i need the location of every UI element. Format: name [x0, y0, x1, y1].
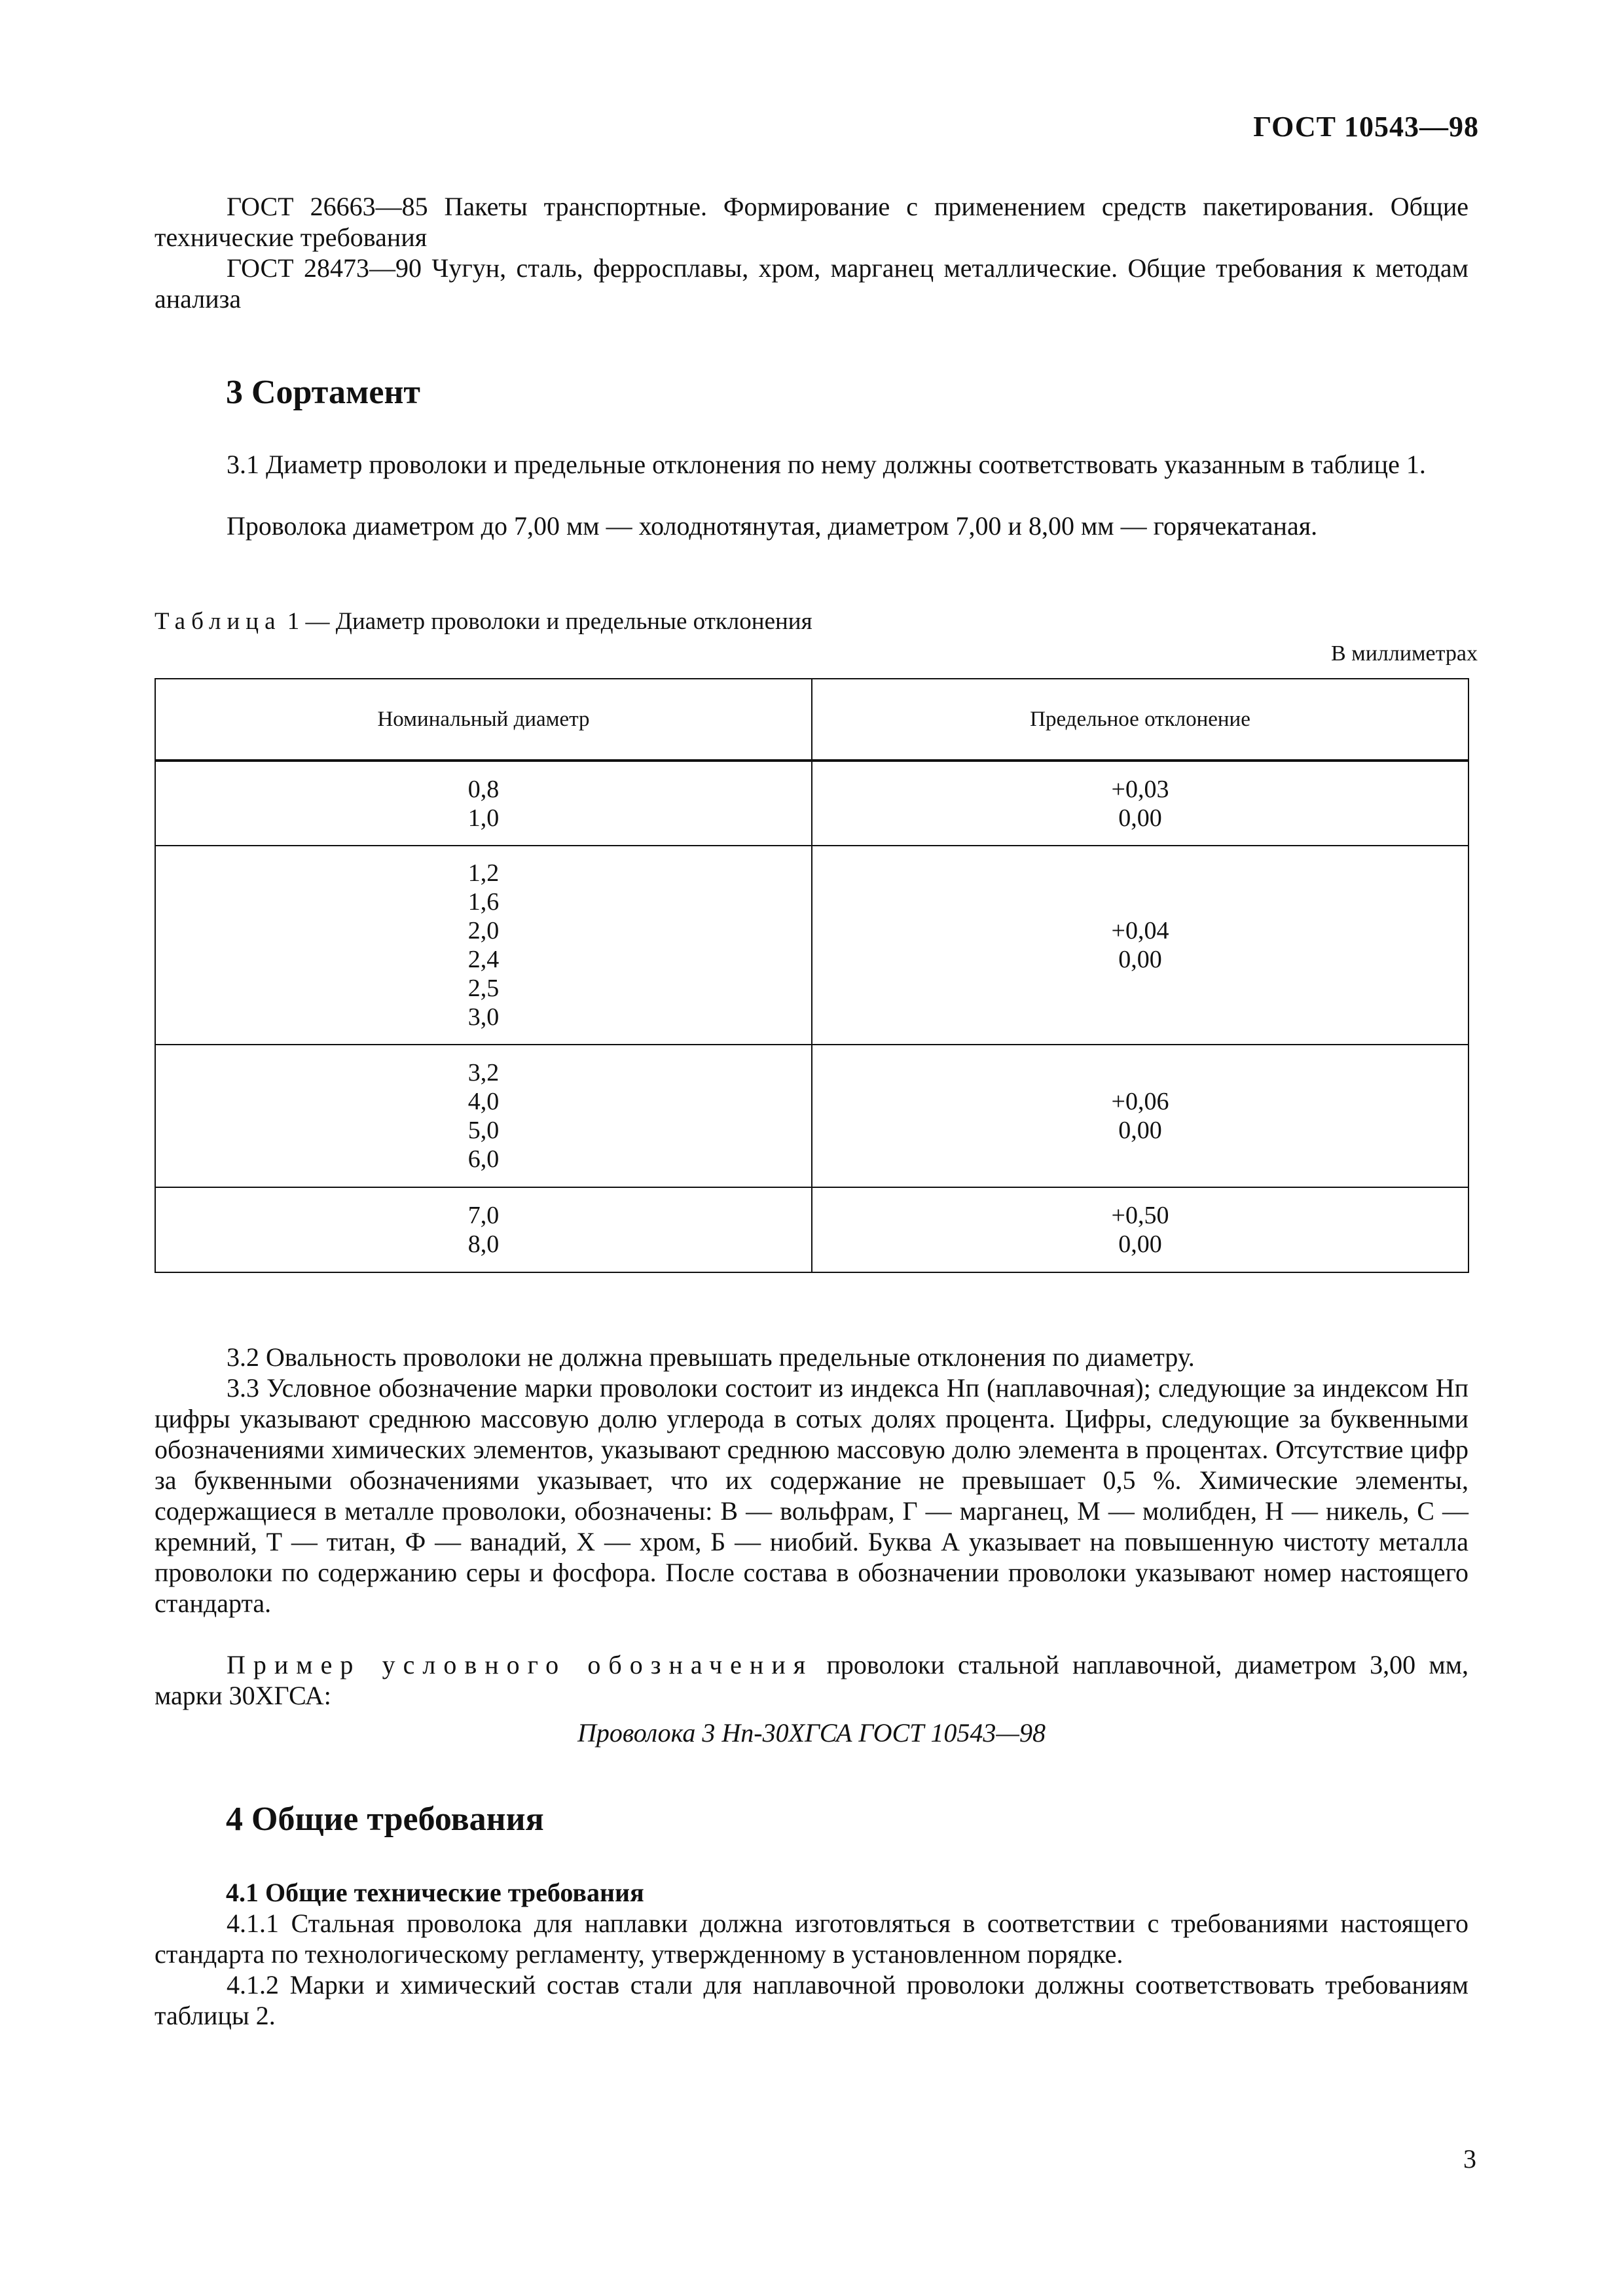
column-header-nominal-diameter: Номинальный диаметр	[155, 679, 812, 761]
reference-gost-26663: ГОСТ 26663—85 Пакеты транспортные. Формирование с применением средств пакетирования. Общие технические требования	[155, 192, 1468, 252]
table-row	[155, 761, 1468, 846]
designation-example	[155, 1649, 1468, 1711]
paragraph-3-1-note: Проволока диаметром до 7,00 мм — холоднотянутая, диаметром 7,00 и 8,00 мм — горячекатаная.	[227, 511, 1318, 541]
section-4-title: 4 Общие требования	[226, 1801, 544, 1838]
table-caption-label: Таблица	[155, 608, 282, 635]
paragraph-4-1-2: 4.1.2 Марки и химический состав стали для наплавочной проволоки должны соответствовать требованиям таблицы 2.	[155, 1970, 1468, 2030]
column-header-limit-deviation: Предельное отклонение	[812, 679, 1468, 761]
deviation-cell: +0,04 0,00	[812, 846, 1468, 1045]
diameter-cell: 1,2 1,6 2,0 2,4 2,5 3,0	[155, 846, 812, 1045]
reference-gost-28473: ГОСТ 28473—90 Чугун, сталь, ферросплавы, хром, марганец металлические. Общие требования к методам анализа	[155, 253, 1468, 314]
deviation-cell: +0,06 0,00	[812, 1045, 1468, 1187]
table-caption-text: 1 — Диаметр проволоки и предельные отклонения	[287, 608, 812, 635]
subsection-4-1-title: 4.1 Общие технические требования	[226, 1878, 644, 1907]
deviation-cell: +0,03 0,00	[812, 761, 1468, 846]
paragraph-4-1-1: 4.1.1 Стальная проволока для наплавки должна изготовляться в соответствии с требованиями настоящего стандарта по технологическому регламенту, утвержденному в установленном порядке.	[155, 1909, 1468, 1969]
designation-example-line: Проволока 3 Нп-30ХГСА ГОСТ 10543—98	[577, 1718, 1046, 1748]
deviation-cell: +0,50 0,00	[812, 1187, 1468, 1272]
table-row	[155, 1045, 1468, 1187]
example-text: проволоки стальной наплавочной, диаметром 3,00 мм, марки 30ХГСА:	[155, 1650, 1469, 1710]
diameter-cell: 7,0 8,0	[155, 1187, 812, 1272]
table-1-caption	[155, 607, 812, 636]
paragraph-3-1: 3.1 Диаметр проволоки и предельные отклонения по нему должны соответствовать указанным в таблице 1.	[227, 450, 1426, 479]
table-row	[155, 1187, 1468, 1272]
diameter-cell: 3,2 4,0 5,0 6,0	[155, 1045, 812, 1187]
diameter-cell: 0,8 1,0	[155, 761, 812, 846]
standard-code-header: ГОСТ 10543—98	[1253, 111, 1479, 143]
paragraph-3-2: 3.2 Овальность проволоки не должна превышать предельные отклонения по диаметру.	[227, 1342, 1195, 1372]
section-3-title: 3 Сортамент	[226, 374, 420, 411]
page-number: 3	[1463, 2144, 1476, 2174]
table-row	[155, 846, 1468, 1045]
table-units: В миллиметрах	[1331, 641, 1478, 666]
paragraph-3-3: 3.3 Условное обозначение марки проволоки состоит из индекса Нп (наплавочная); следующие за индексом Нп цифры указывают среднюю массовую долю углерода в сотых долях процента. Цифры, следующие за буквенными обозначениями химических элементов, указывают среднюю массовую долю элемента в процентах. Отсутствие цифр за буквенными обозначениями указывает, что их содержание не превышает 0,5 %. Химические элементы, содержащиеся в металле проволоки, обозначены: В — вольфрам, Г — марганец, М — молибден, Н — никель, С — кремний, Т — титан, Ф — ванадий, Х — хром, Б — ниобий. Буква А указывает на повышенную чистоту металла проволоки по содержанию серы и фосфора. После состава в обозначении проволоки указывают номер настоящего стандарта.	[155, 1373, 1468, 1618]
table-1	[155, 678, 1469, 1273]
example-label: Пример условного обозначения	[227, 1650, 814, 1679]
